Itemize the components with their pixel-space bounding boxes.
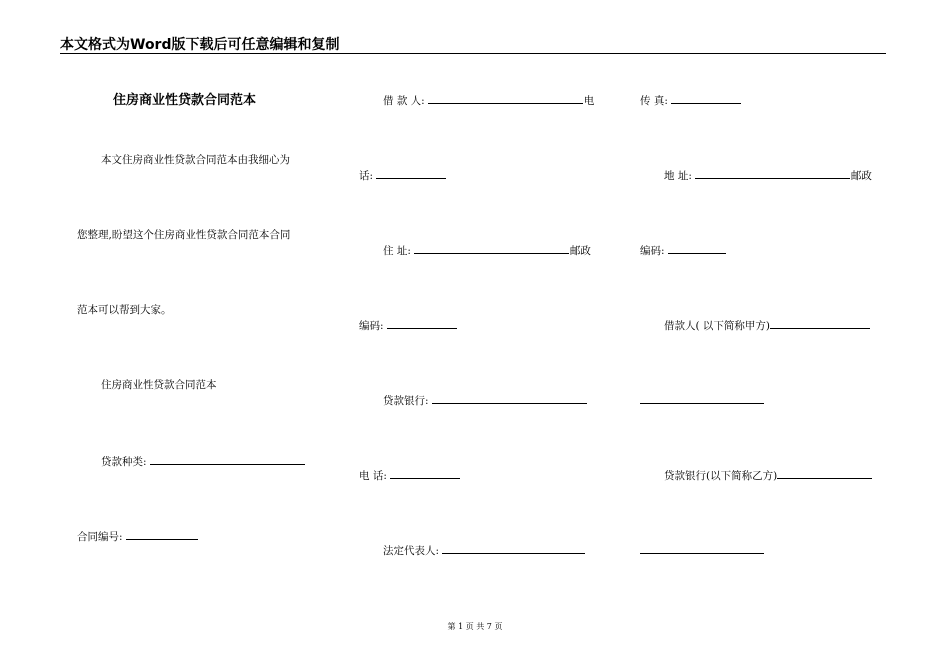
lender-bank-label: 贷款银行: xyxy=(383,395,429,407)
lender-bank-blank xyxy=(432,392,587,404)
lender-address-label: 地 址: xyxy=(664,170,692,182)
borrower-postal-field xyxy=(359,317,458,333)
loan-type-label: 贷款种类: xyxy=(101,456,147,468)
lender-phone-label: 电 话: xyxy=(359,470,387,482)
legal-rep-label: 法定代表人: xyxy=(383,545,440,557)
borrower-address-label: 住 址: xyxy=(383,245,411,257)
borrower-postal-part2: 编码: xyxy=(359,320,384,332)
phone-label-part2: 话: xyxy=(359,170,374,182)
document-header: 本文格式为Word版下载后可任意编辑和复制 xyxy=(60,37,340,53)
lender-postal-part1: 邮政 xyxy=(850,170,872,182)
lender-phone-field xyxy=(359,467,461,483)
lender-phone-blank xyxy=(390,467,460,479)
party-a-blank xyxy=(770,317,870,329)
document-title: 住房商业性贷款合同范本 xyxy=(113,93,257,108)
loan-type-blank xyxy=(150,453,305,465)
fax-field xyxy=(640,92,742,108)
borrower-address-field xyxy=(383,242,591,258)
party-a-name-blank xyxy=(640,403,764,404)
borrower-phone-blank xyxy=(376,167,446,179)
intro-line-3: 范本可以帮到大家。 xyxy=(77,304,172,316)
borrower-postal-part1: 邮政 xyxy=(569,245,591,257)
fax-label: 传 真: xyxy=(640,95,668,107)
fax-blank xyxy=(671,92,741,104)
party-b-blank xyxy=(777,467,872,479)
lender-address-blank xyxy=(695,167,850,179)
phone-label-part1: 电 xyxy=(583,95,595,107)
contract-no-label: 合同编号: xyxy=(77,531,123,543)
contract-no-field xyxy=(77,528,199,544)
party-b-field xyxy=(664,467,873,483)
section-subtitle: 住房商业性贷款合同范本 xyxy=(101,379,217,391)
header-rule xyxy=(60,53,886,54)
borrower-phone-field xyxy=(359,167,447,183)
lender-postal-blank xyxy=(668,242,726,254)
lender-bank-field xyxy=(383,392,588,408)
legal-rep-blank xyxy=(442,542,585,554)
legal-rep-field xyxy=(383,542,586,558)
borrower-blank xyxy=(428,92,583,104)
page-number: 第 1 页 共 7 页 xyxy=(447,622,503,631)
contract-no-blank xyxy=(126,528,198,540)
borrower-label: 借 款 人: xyxy=(383,95,425,107)
lender-address-field xyxy=(664,167,872,183)
party-a-label: 借款人( 以下简称甲方) xyxy=(664,320,771,332)
lender-postal-field xyxy=(640,242,727,258)
intro-line-2: 您整理,盼望这个住房商业性贷款合同范本合同 xyxy=(77,229,291,241)
lender-postal-part2: 编码: xyxy=(640,245,665,257)
borrower-address-blank xyxy=(414,242,569,254)
borrower-field xyxy=(383,92,594,108)
party-b-label: 贷款银行(以下简称乙方) xyxy=(664,470,778,482)
borrower-postal-blank xyxy=(387,317,457,329)
intro-line-1: 本文住房商业性贷款合同范本由我细心为 xyxy=(101,154,290,166)
party-b-name-blank xyxy=(640,553,764,554)
party-a-field xyxy=(664,317,871,333)
loan-type-field xyxy=(101,453,306,469)
